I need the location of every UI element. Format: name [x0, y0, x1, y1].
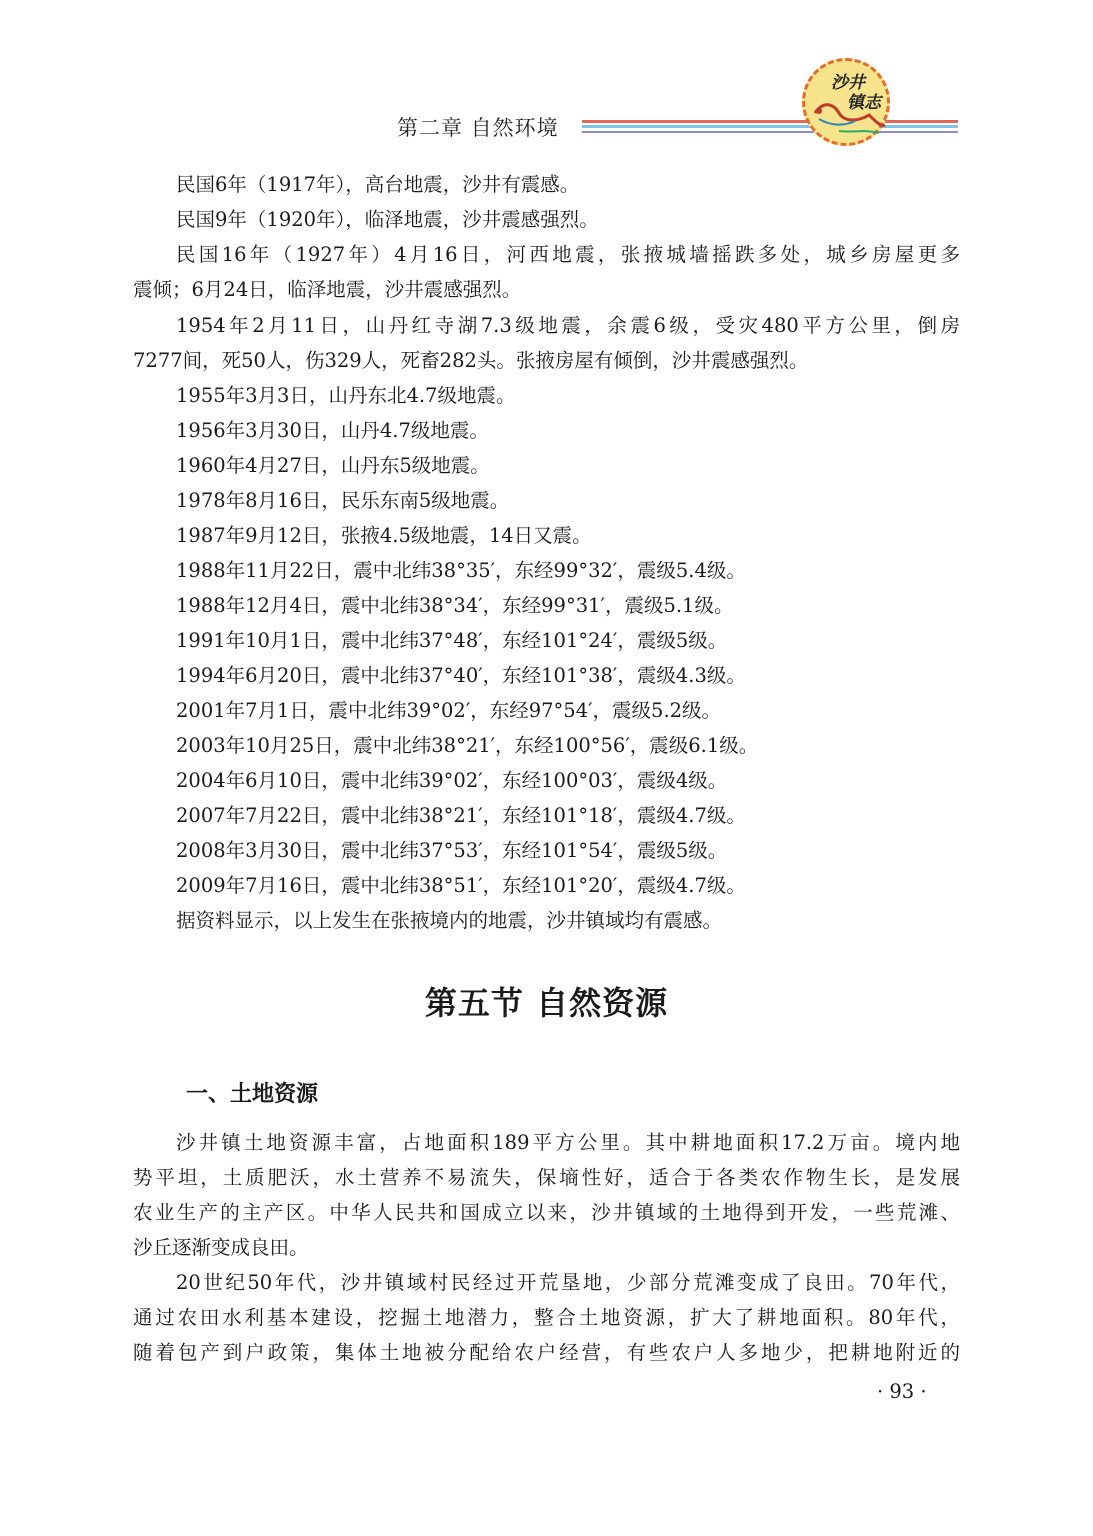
- page-number: · 93 ·: [877, 1380, 927, 1403]
- quake-line: 民国16年（1927年）4月16日，河西地震，张掖城墙摇跌多处，城乡房屋更多: [176, 243, 960, 266]
- quake-line: 1956年3月30日，山丹4.7级地震。: [176, 419, 489, 442]
- quake-line: 7277间，死50人，伤329人，死畜282头。张掖房屋有倾倒，沙井震感强烈。: [133, 349, 809, 372]
- quake-line: 1960年4月27日，山丹东5级地震。: [176, 454, 490, 477]
- quake-line: 2003年10月25日，震中北纬38°21′，东经100°56′，震级6.1级。: [176, 734, 759, 757]
- quake-line: 1988年12月4日，震中北纬38°34′，东经99°31′，震级5.1级。: [176, 594, 734, 617]
- quake-line: 震倾；6月24日，临泽地震，沙井震感强烈。: [133, 278, 522, 301]
- quake-line: 2001年7月1日，震中北纬39°02′，东经97°54′，震级5.2级。: [176, 699, 722, 722]
- seal-text-bottom: 镇志: [847, 93, 881, 113]
- chapter-title: 第二章 自然环境: [397, 116, 559, 140]
- quake-line: 1988年11月22日，震中北纬38°35′，东经99°32′，震级5.4级。: [176, 559, 746, 582]
- quake-line: 1954年2月11日，山丹红寺湖7.3级地震，余震6级，受灾480平方公里，倒房: [176, 314, 960, 337]
- header-stripe-purple: [582, 131, 958, 133]
- section-title: 第五节 自然资源: [424, 984, 669, 1022]
- body-line: 农业生产的主产区。中华人民共和国成立以来，沙井镇域的土地得到开发，一些荒滩、: [133, 1201, 960, 1224]
- body-line: 20世纪50年代，沙井镇域村民经过开荒垦地，少部分荒滩变成了良田。70年代，: [176, 1271, 960, 1294]
- seal-text-top: 沙井: [831, 73, 865, 93]
- quake-line: 2008年3月30日，震中北纬37°53′，东经101°54′，震级5级。: [176, 839, 728, 862]
- quake-line: 1991年10月1日，震中北纬37°48′，东经101°24′，震级5级。: [176, 629, 728, 652]
- header-stripe-blue: [582, 125, 958, 128]
- subsection-title: 一、土地资源: [186, 1082, 319, 1107]
- phoenix-icon: [809, 91, 889, 141]
- quake-line: 2007年7月22日，震中北纬38°21′，东经101°18′，震级4.7级。: [176, 804, 746, 827]
- body-line: 势平坦，土质肥沃，水土营养不易流失，保墒性好，适合于各类农作物生长，是发展: [133, 1166, 960, 1189]
- quake-line: 2004年6月10日，震中北纬39°02′，东经100°03′，震级4级。: [176, 769, 728, 792]
- quake-line: 1987年9月12日，张掖4.5级地震，14日又震。: [176, 524, 592, 547]
- header-stripe-red: [582, 120, 958, 123]
- quake-line: 2009年7月16日，震中北纬38°51′，东经101°20′，震级4.7级。: [176, 874, 746, 897]
- body-line: 沙丘逐渐变成良田。: [133, 1236, 309, 1259]
- body-line: 通过农田水利基本建设，挖掘土地潜力，整合土地资源，扩大了耕地面积。80年代，: [133, 1306, 960, 1329]
- body-line: 沙井镇土地资源丰富，占地面积189平方公里。其中耕地面积17.2万亩。境内地: [176, 1131, 960, 1154]
- quake-line: 民国9年（1920年），临泽地震，沙井震感强烈。: [176, 208, 599, 231]
- quake-line: 1994年6月20日，震中北纬37°40′，东经101°38′，震级4.3级。: [176, 664, 746, 687]
- body-line: 随着包产到户政策，集体土地被分配给农户经营，有些农户人多地少，把耕地附近的: [133, 1341, 960, 1364]
- quake-line: 1955年3月3日，山丹东北4.7级地震。: [176, 384, 516, 407]
- quake-line: 1978年8月16日，民乐东南5级地震。: [176, 489, 510, 512]
- book-seal-logo: [802, 58, 890, 146]
- quake-summary: 据资料显示，以上发生在张掖境内的地震，沙井镇域均有震感。: [176, 909, 723, 932]
- quake-line: 民国6年（1917年），高台地震，沙井有震感。: [176, 173, 580, 196]
